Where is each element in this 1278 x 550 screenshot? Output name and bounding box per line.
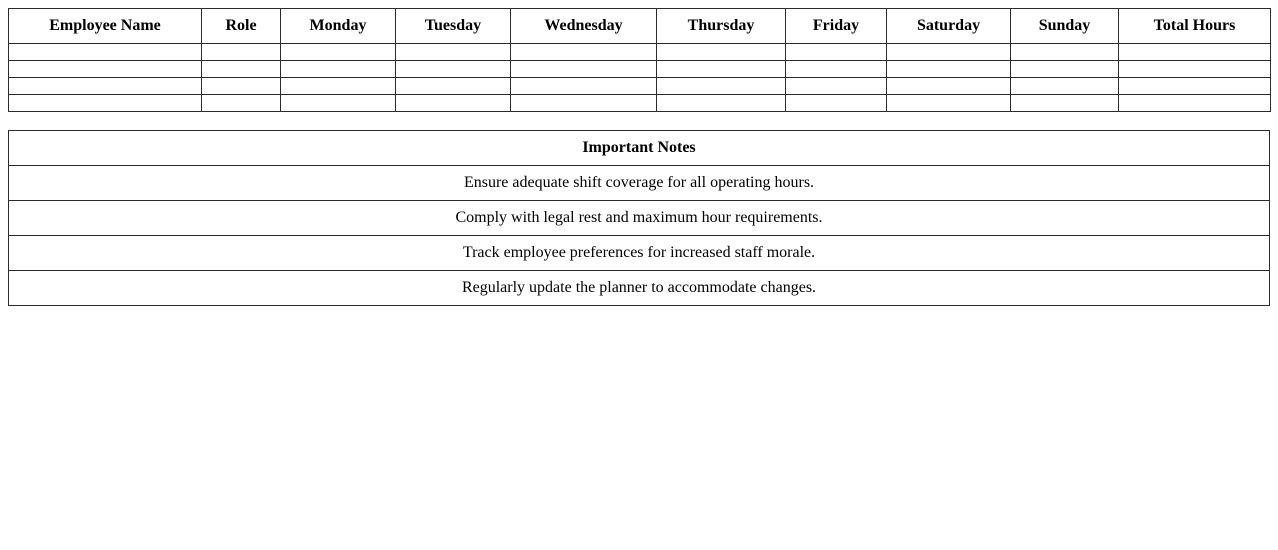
note-text: Comply with legal rest and maximum hour requirements.: [9, 201, 1270, 236]
cell-sunday: [1011, 78, 1119, 95]
cell-wednesday: [511, 61, 657, 78]
schedule-table: [8, 8, 1271, 112]
header-total-hours: Total Hours: [1119, 9, 1271, 44]
cell-friday: [786, 78, 887, 95]
page-content: [8, 8, 1270, 306]
list-item: [9, 201, 1270, 236]
cell-role: [202, 61, 281, 78]
cell-sunday: [1011, 61, 1119, 78]
cell-thursday: [657, 44, 786, 61]
table-row: [9, 44, 1271, 61]
cell-monday: [281, 44, 396, 61]
list-item: [9, 236, 1270, 271]
cell-role: [202, 78, 281, 95]
cell-saturday: [887, 95, 1011, 112]
cell-total-hours: [1119, 44, 1271, 61]
schedule-header-row: [9, 9, 1271, 44]
header-employee-name: Employee Name: [9, 9, 202, 44]
note-text: Ensure adequate shift coverage for all operating hours.: [9, 166, 1270, 201]
header-wednesday: Wednesday: [511, 9, 657, 44]
cell-role: [202, 95, 281, 112]
cell-monday: [281, 95, 396, 112]
cell-saturday: [887, 44, 1011, 61]
cell-sunday: [1011, 95, 1119, 112]
cell-tuesday: [396, 61, 511, 78]
cell-saturday: [887, 78, 1011, 95]
header-monday: Monday: [281, 9, 396, 44]
cell-wednesday: [511, 78, 657, 95]
cell-thursday: [657, 95, 786, 112]
cell-wednesday: [511, 95, 657, 112]
cell-thursday: [657, 78, 786, 95]
notes-title: Important Notes: [9, 131, 1270, 166]
cell-saturday: [887, 61, 1011, 78]
cell-tuesday: [396, 78, 511, 95]
cell-friday: [786, 95, 887, 112]
note-text: Track employee preferences for increased staff morale.: [9, 236, 1270, 271]
header-role: Role: [202, 9, 281, 44]
cell-employee-name: [9, 61, 202, 78]
cell-wednesday: [511, 44, 657, 61]
table-row: [9, 95, 1271, 112]
cell-monday: [281, 78, 396, 95]
cell-role: [202, 44, 281, 61]
table-row: [9, 61, 1271, 78]
cell-employee-name: [9, 95, 202, 112]
header-tuesday: Tuesday: [396, 9, 511, 44]
header-sunday: Sunday: [1011, 9, 1119, 44]
cell-tuesday: [396, 44, 511, 61]
table-row: [9, 78, 1271, 95]
list-item: [9, 166, 1270, 201]
cell-total-hours: [1119, 95, 1271, 112]
cell-sunday: [1011, 44, 1119, 61]
header-saturday: Saturday: [887, 9, 1011, 44]
cell-employee-name: [9, 44, 202, 61]
cell-thursday: [657, 61, 786, 78]
header-friday: Friday: [786, 9, 887, 44]
cell-total-hours: [1119, 78, 1271, 95]
cell-monday: [281, 61, 396, 78]
list-item: [9, 271, 1270, 306]
cell-employee-name: [9, 78, 202, 95]
important-notes-table: [8, 130, 1270, 306]
cell-friday: [786, 44, 887, 61]
header-thursday: Thursday: [657, 9, 786, 44]
note-text: Regularly update the planner to accommodate changes.: [9, 271, 1270, 306]
notes-header-row: [9, 131, 1270, 166]
cell-tuesday: [396, 95, 511, 112]
cell-friday: [786, 61, 887, 78]
cell-total-hours: [1119, 61, 1271, 78]
